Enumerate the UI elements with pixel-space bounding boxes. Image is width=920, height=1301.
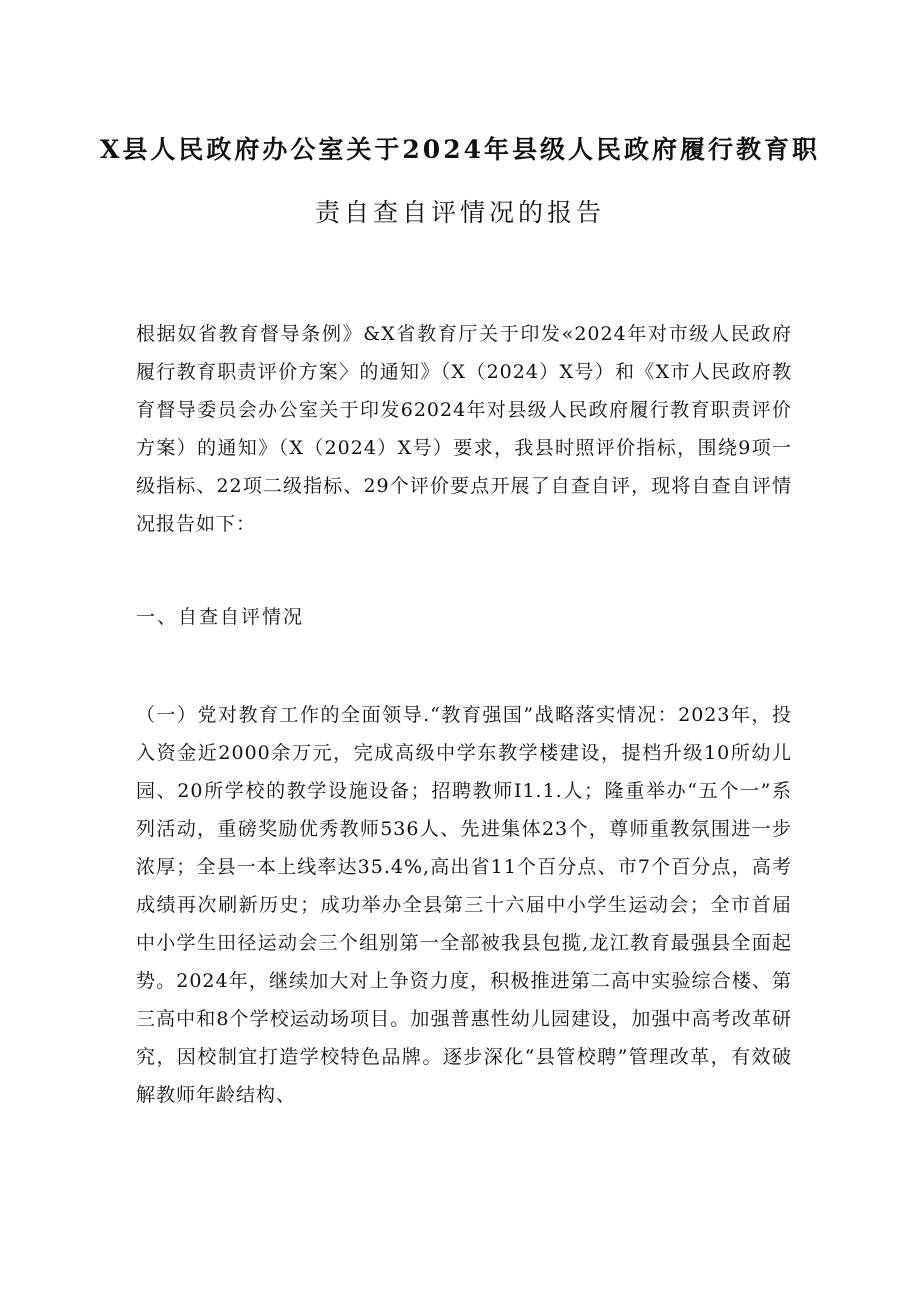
- document-title-line-1: X县人民政府办公室关于2024年县级人民政府履行教育职: [100, 135, 820, 164]
- intro-paragraph: 根据奴省教育督导条例》&X省教育厅关于印发«2024年对市级人民政府履行教育职责评价方案〉的通知》（X（2024）X号）和《X市人民政府教育督导委员会办公室关于印发62024年对县级人民政府履行教育职责评价方案）的通知》（X（2024）X号）要求，我县时照评价指标，围绕9项一级指标、22项二级指标、29个评价要点开展了自查自评，现将自查自评情况报告如下：: [136, 323, 792, 535]
- section-heading: 一、自查自评情况: [136, 606, 305, 628]
- document-title-line-2: 责自查自评情况的报告: [314, 198, 605, 227]
- section-one-paragraph: （一）党对教育工作的全面领导.“教育强国”战略落实情况：2023年，投入资金近2000余万元，完成高级中学东教学楼建设，提档升级10所幼儿园、20所学校的教学设施设备；招聘教师I1.1.人；隆重举办“五个一”系列活动，重磅奖励优秀教师536人、先进集体23个，尊师重教氛围进一步浓厚；全县一本上线率达35.4%,高出省11个百分点、市7个百分点，高考成绩再次刷新历史；成功举办全县第三十六届中小学生运动会；全市首届中小学生田径运动会三个组别第一全部被我县包揽,龙江教育最强县全面起势。2024年，继续加大对上争资力度，积极推进第二高中实验综合楼、第三高中和8个学校运动场项目。加强普惠性幼儿园建设，加强中高考改革研究，因校制宜打造学校特色品牌。逐步深化“县管校聘”管理改革，有效破解教师年龄结构、: [136, 704, 792, 1106]
